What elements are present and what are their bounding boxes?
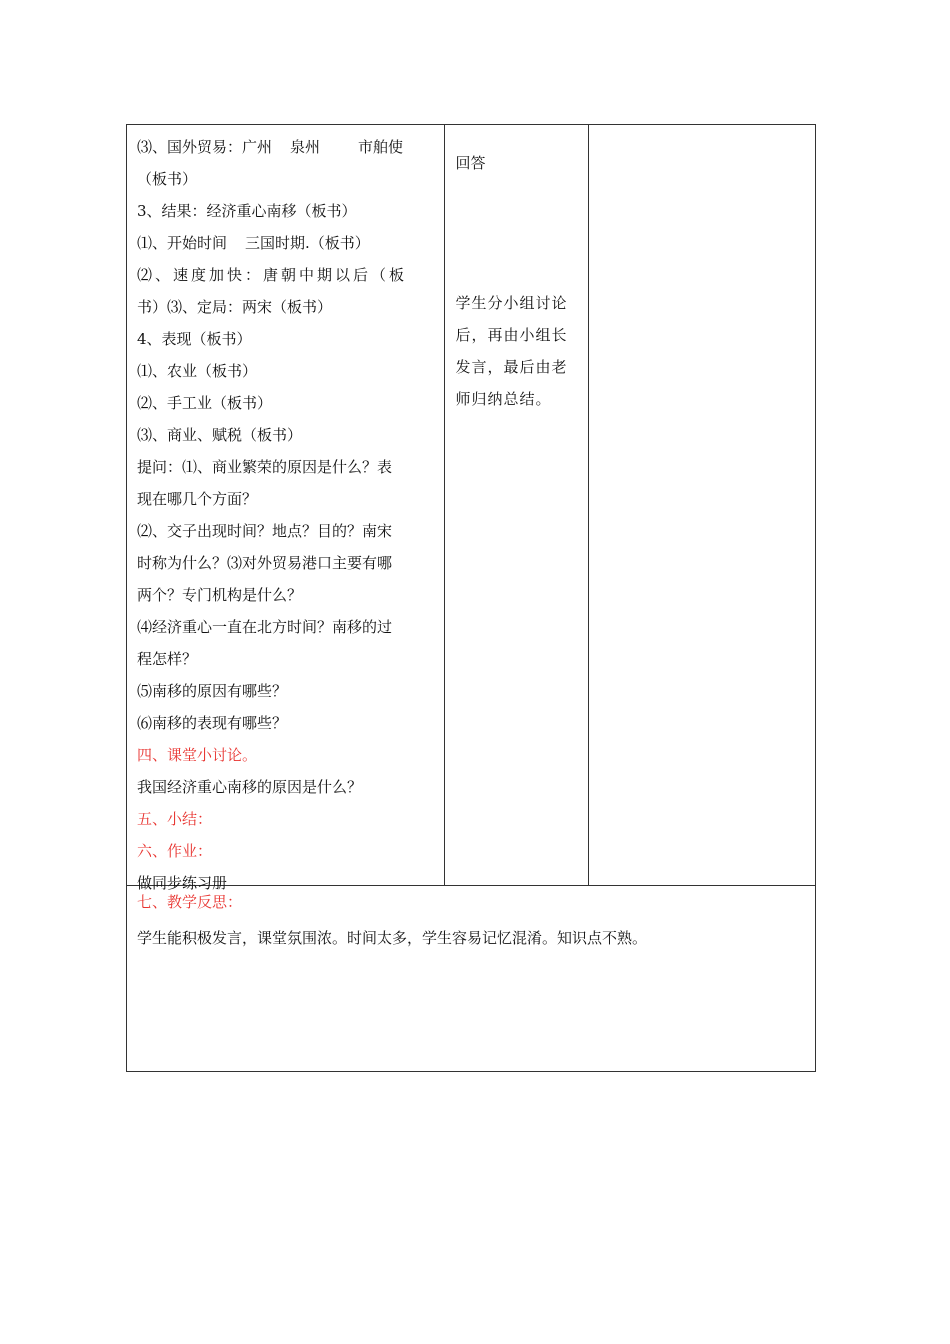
teaching-content-cell — [127, 125, 445, 892]
content-line: ⑵、交子出现时间？地点？目的？南宋 — [137, 522, 393, 540]
content-line — [137, 227, 436, 259]
content-line: ⑵、手工业（板书） — [137, 394, 273, 412]
discussion-question: 我国经济重心南移的原因是什么？ — [137, 778, 363, 796]
homework-text: 做同步练习册 — [137, 874, 228, 892]
trade-line-office: 市舶使 — [358, 138, 404, 156]
start-time-value: 三国时期.（板书） — [245, 234, 370, 252]
content-line: 时称为什么？⑶对外贸易港口主要有哪 — [137, 554, 393, 572]
content-line: 现在哪几个方面？ — [137, 490, 258, 508]
start-time-label: ⑴、开始时间 — [137, 234, 228, 252]
content-line: ⑸南移的原因有哪些？ — [137, 682, 288, 700]
reflection-body: 学生能积极发言，课堂氛围浓。时间太多，学生容易记忆混淆。知识点不熟。 — [137, 929, 648, 947]
trade-line-city: 泉州 — [290, 138, 321, 156]
discussion-note: 学生分小组讨论后，再由小组长发言，最后由老师归纳总结。 — [455, 294, 568, 408]
answer-text: 回答 — [455, 154, 486, 172]
content-line — [137, 131, 436, 163]
lesson-content-row — [127, 125, 816, 886]
content-line: （板书） — [137, 170, 198, 188]
content-line: ⑴、农业（板书） — [137, 362, 258, 380]
content-line: 4、表现（板书） — [137, 330, 252, 348]
content-line: ⑶、商业、赋税（板书） — [137, 426, 303, 444]
notes-cell — [588, 125, 815, 886]
content-line: 3、结果：经济重心南移（板书） — [137, 202, 357, 220]
section-five-heading: 五、小结： — [137, 810, 213, 828]
section-six-heading: 六、作业： — [137, 842, 213, 860]
content-line: 书）⑶、定局：两宋（板书） — [137, 298, 333, 316]
reflection-row — [127, 886, 816, 1072]
lesson-plan-table — [126, 124, 816, 1072]
reflection-cell — [127, 886, 816, 1072]
content-line: ⑷经济重心一直在北方时间？南移的过 — [137, 618, 393, 636]
trade-line-text: ⑶、国外贸易：广州 — [137, 138, 273, 156]
content-line: ⑵、速度加快：唐朝中期以后（板 — [137, 266, 408, 284]
content-line: 两个？专门机构是什么？ — [137, 586, 303, 604]
content-line: 程怎样？ — [137, 650, 198, 668]
content-line: 提问：⑴、商业繁荣的原因是什么？表 — [137, 458, 393, 476]
content-line: ⑹南移的表现有哪些？ — [137, 714, 288, 732]
section-four-heading: 四、课堂小讨论。 — [137, 746, 258, 764]
student-activity-cell — [445, 125, 588, 886]
reflection-heading: 七、教学反思： — [137, 893, 243, 911]
